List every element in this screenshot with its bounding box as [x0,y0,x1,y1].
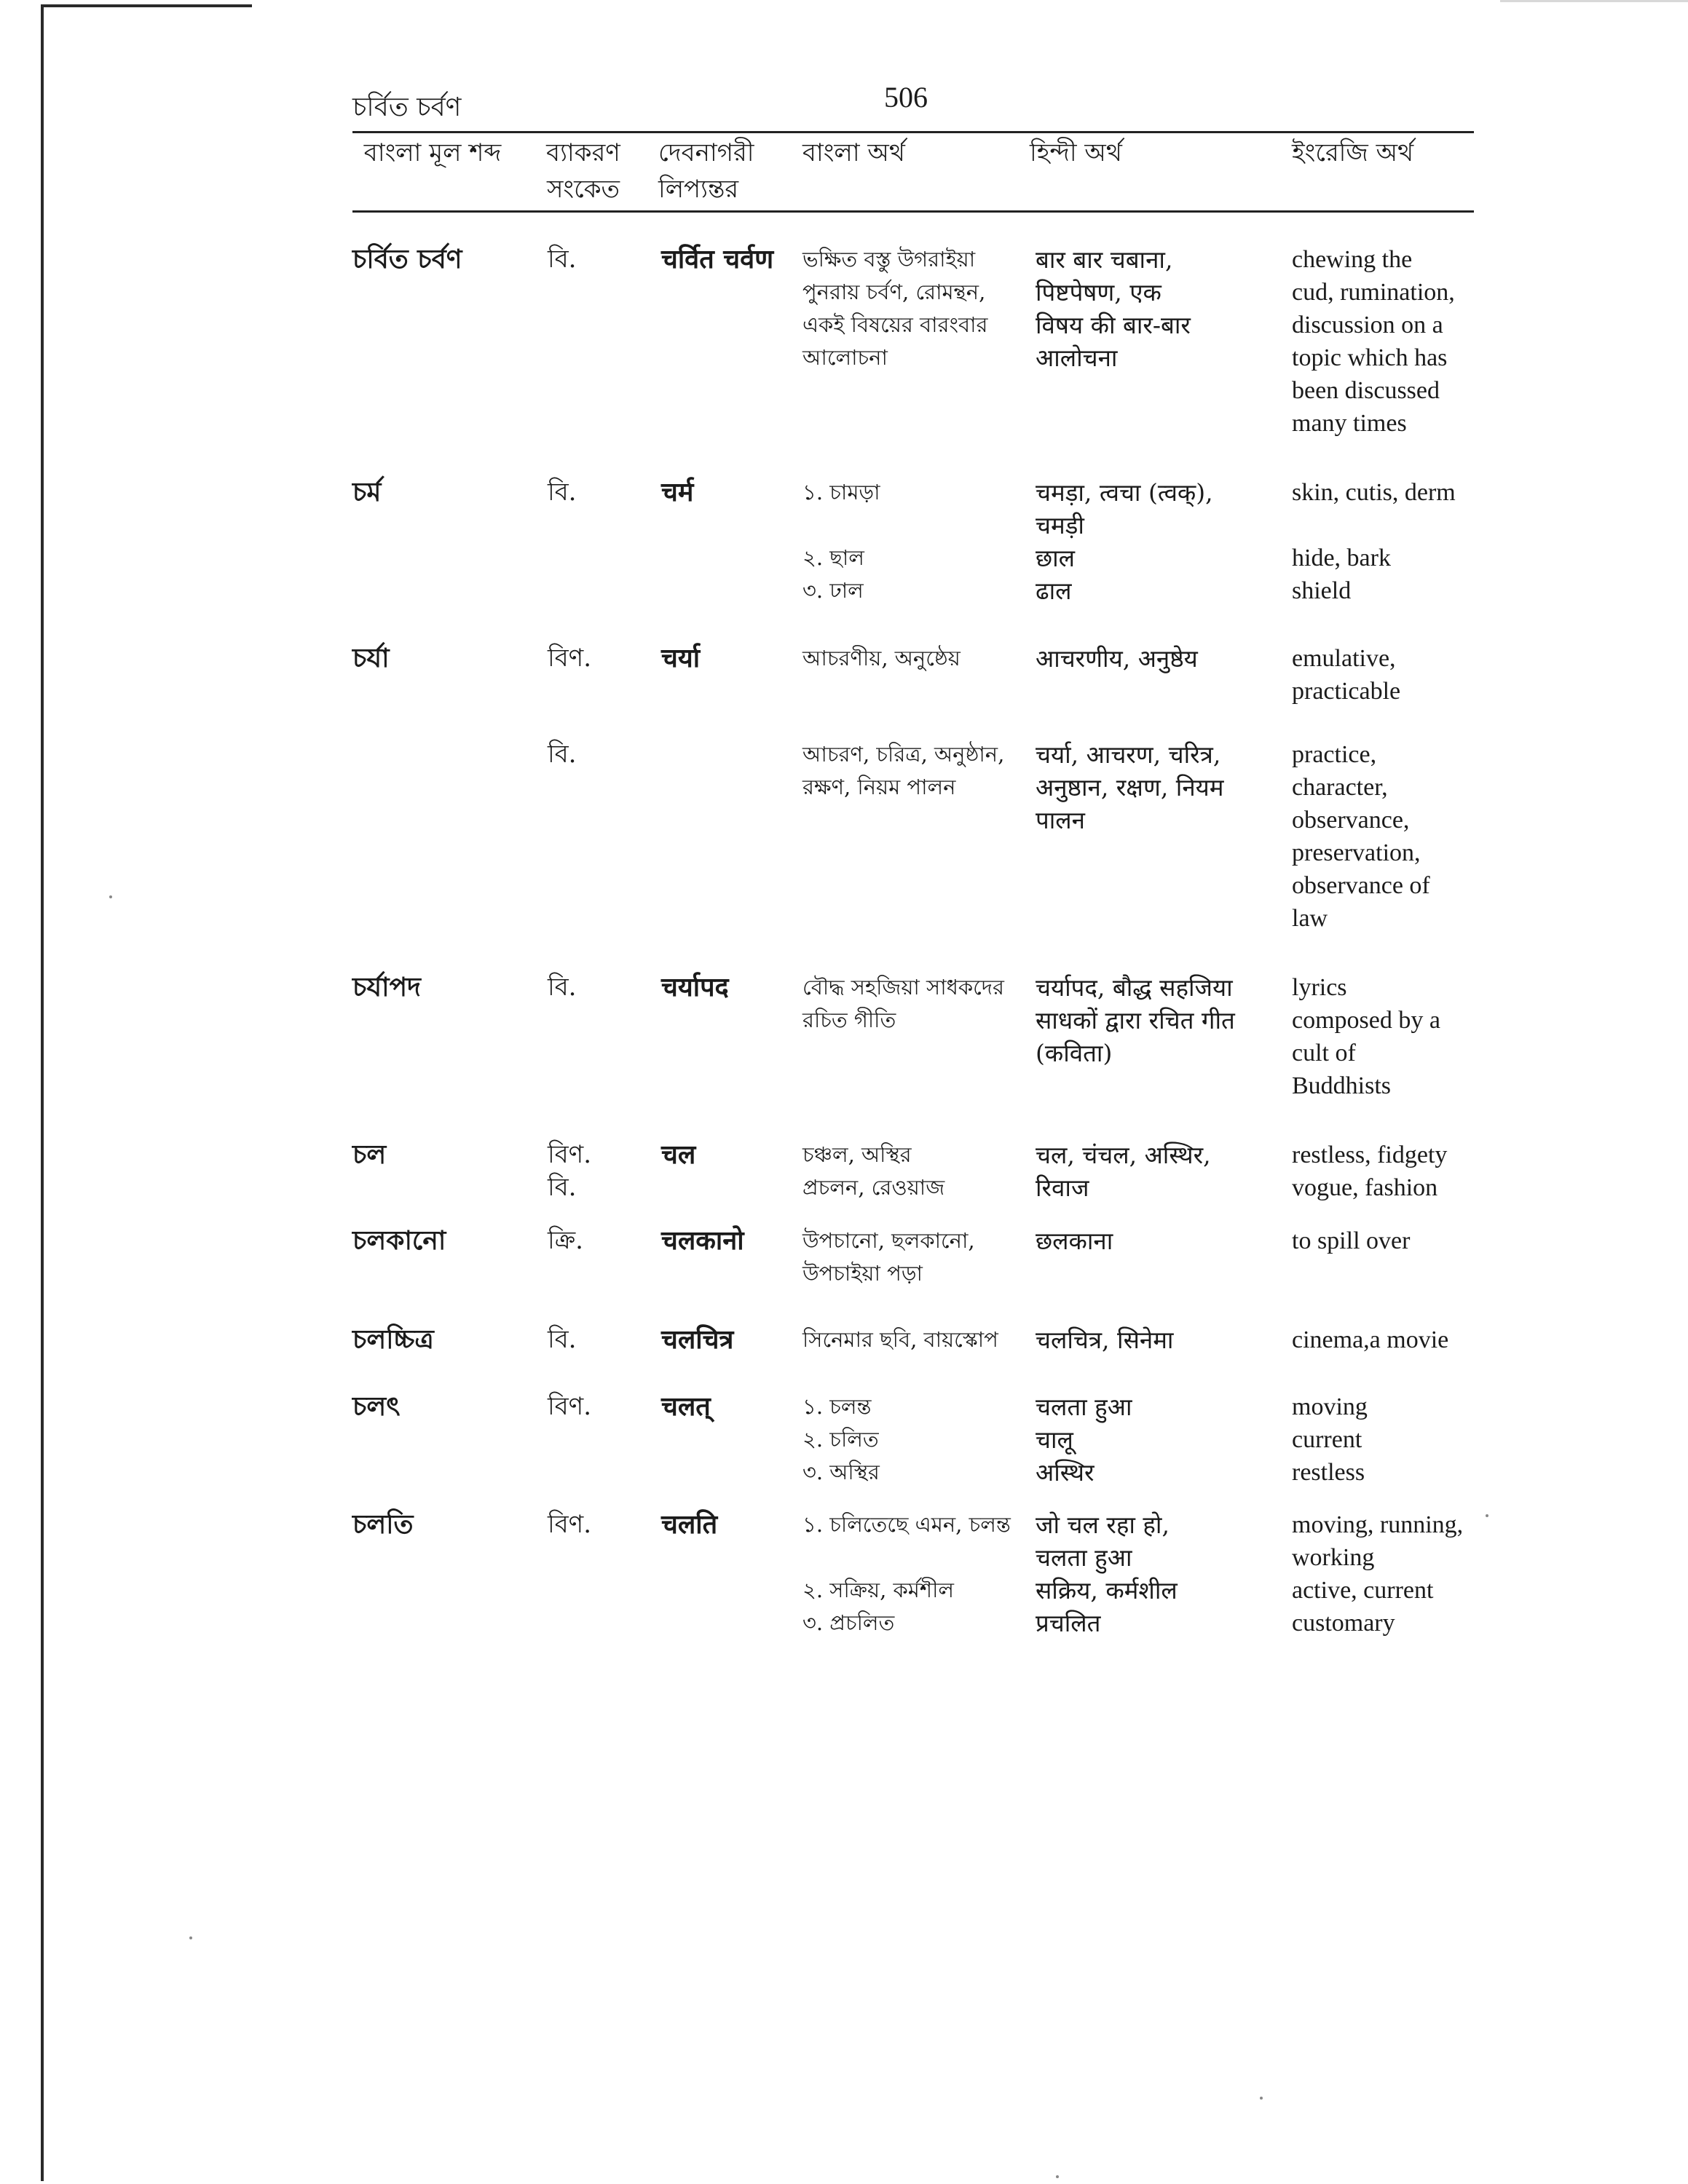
headword-bengali: চর্যাপদ [352,972,421,1002]
hindi-meaning-line: आलोचना [1036,344,1118,372]
bangla-meaning [802,642,1036,675]
grammar-label-line: বি. [548,245,577,274]
column-header: হিন্দী অর্থ [1030,138,1122,167]
bangla-meaning [802,1390,1036,1489]
grammar-label [548,1224,650,1257]
bangla-meaning-line: ভক্ষিত বস্তু উগরাইয়া [802,247,976,272]
bangla-meaning-line: ২. ছাল [802,545,864,570]
dictionary-entry [352,642,1474,715]
headword-devanagari: चलचित्र [661,1324,734,1355]
english-meaning-line: active, current [1292,1577,1434,1604]
hindi-meaning [1036,1139,1305,1204]
headword-bengali: চর্যা [352,643,390,673]
hindi-meaning-line: अस्थिर [1036,1458,1095,1487]
dictionary-entry [352,243,1474,462]
bangla-meaning-line: ৩. প্রচলিত [802,1610,895,1635]
english-meaning [1292,971,1481,1102]
english-meaning-line: practicable [1292,678,1401,705]
english-meaning-line [1292,509,1481,542]
grammar-label [548,476,650,509]
english-meaning [1292,1224,1481,1257]
scan-speck [189,1936,192,1939]
grammar-label [548,243,650,276]
hindi-meaning-line: साधकों द्वारा रचित गीत [1036,1006,1235,1034]
english-meaning-line: skin, cutis, derm [1292,479,1456,506]
bangla-meaning-line: ১. চলন্ত [802,1394,872,1419]
dictionary-entry [352,476,1474,633]
dictionary-entry [352,1224,1474,1305]
bangla-meaning-line: ২. চলিত [802,1427,879,1452]
english-meaning-line: emulative, [1292,645,1396,672]
column-header: বাংলা অর্থ [802,138,905,167]
headword-devanagari: चर्या [661,643,701,673]
scan-speck [1056,2175,1059,2178]
hindi-meaning-line: पिष्टपेषण, एक [1036,278,1162,306]
headword-bengali: চলতি [352,1509,414,1540]
english-meaning-line: composed by a [1292,1007,1440,1034]
english-meaning-line: hide, bark [1292,545,1391,571]
hindi-meaning [1036,243,1305,374]
bangla-meaning-line: ১. চলিতেছে এমন, চলন্ত [802,1512,1011,1537]
grammar-label [548,642,650,675]
scan-border-top [41,4,252,7]
headword-bengali: চর্বিত চর্বণ [352,244,462,274]
bangla-meaning-line: বৌদ্ধ সহজিয়া সাধকদের [802,975,1004,1000]
english-meaning [1292,1390,1481,1489]
scan-speck [109,895,112,898]
grammar-label-line: বিণ. [548,1392,592,1421]
bangla-meaning-line: একই বিষয়ের বারংবার [802,312,988,337]
hindi-meaning-line: विषय की बार-बार [1036,311,1191,339]
english-meaning-line: practice, [1292,741,1377,768]
headword-bengali: চলকানো [352,1225,446,1256]
dictionary-entry [352,1324,1474,1382]
english-meaning-line: topic which has [1292,344,1448,371]
english-meaning-line: cud, rumination, [1292,279,1455,306]
english-meaning-line: chewing the [1292,246,1413,273]
bangla-meaning [802,1508,1036,1639]
bangla-meaning-line: ১. চামড়া [802,480,880,505]
english-meaning-line: observance, [1292,807,1410,834]
bangla-meaning [802,1224,1036,1290]
hindi-meaning-line: सक्रिय, कर्मशील [1036,1576,1178,1605]
bangla-meaning-line: সিনেমার ছবি, বায়স্কোপ [802,1327,998,1352]
headword-devanagari: चलति [661,1509,718,1540]
grammar-label-line: বি. [548,478,577,507]
english-meaning-line: to spill over [1292,1227,1411,1254]
dictionary-entry [352,738,1474,957]
english-meaning-line: restless [1292,1459,1365,1486]
hindi-meaning-line: छाल [1036,544,1076,572]
headword-bengali: চর্ম [352,477,382,507]
bangla-meaning-line: ২. সক্রিয়, কর্মশীল [802,1578,954,1602]
hindi-meaning-line: ढाल [1036,577,1072,605]
hindi-meaning [1036,476,1305,607]
bangla-meaning [802,971,1036,1037]
bangla-meaning [802,1324,1036,1356]
hindi-meaning [1036,1390,1305,1489]
english-meaning-line: shield [1292,577,1352,604]
english-meaning-line: restless, fidgety [1292,1142,1448,1168]
dictionary-entry [352,971,1474,1124]
hindi-meaning-line: चालू [1036,1425,1073,1454]
bangla-meaning-line: ৩. ঢাল [802,578,864,603]
english-meaning-line: cult of [1292,1040,1356,1067]
bangla-meaning-line [802,509,1036,542]
column-header-row [352,133,1474,210]
hindi-meaning-line: जो चल रहा हो, [1036,1511,1170,1539]
bangla-meaning-line [802,1541,1036,1574]
grammar-label-line: বি. [548,1325,577,1354]
english-meaning-line: moving [1292,1393,1368,1420]
dictionary-entry [352,1139,1474,1204]
column-header: দেবনাগরী লিপ্যন্তর [658,138,754,204]
hindi-meaning-line: चर्या, आचरण, चरित्र, [1036,740,1221,769]
grammar-label [548,738,650,771]
headword-bengali: চলচ্চিত্র [352,1324,434,1355]
hindi-meaning [1036,1224,1305,1257]
bangla-meaning-line: রক্ষণ, নিয়ম পালন [802,775,956,799]
english-meaning-line: observance of [1292,872,1430,899]
english-meaning-line: lyrics [1292,974,1347,1001]
hindi-meaning-line: पालन [1036,806,1085,834]
dictionary-page [352,73,1474,1669]
english-meaning [1292,1508,1481,1639]
entries-list [352,213,1474,1669]
english-meaning-line: Buddhists [1292,1072,1392,1099]
scan-speck [1486,1514,1488,1517]
grammar-label [548,1324,650,1356]
english-meaning-line: current [1292,1426,1362,1453]
bangla-meaning [802,738,1036,804]
hindi-meaning-line: चमड़ी [1036,511,1084,539]
column-header: ইংরেজি অর্থ [1292,138,1414,167]
hindi-meaning-line: चलचित्र, सिनेमा [1036,1326,1174,1354]
headword-bengali: চল [352,1139,387,1170]
hindi-meaning-line: आचरणीय, अनुष्ठेय [1036,644,1198,673]
bangla-meaning [802,1139,1036,1204]
hindi-meaning-line: बार बार चबाना, [1036,245,1173,274]
english-meaning-line: vogue, fashion [1292,1174,1438,1201]
bangla-meaning-line: প্রচলন, রেওয়াজ [802,1175,945,1200]
headword-devanagari: चर्वित चर्वण [661,244,774,274]
hindi-meaning-line: अनुष्ठान, रक्षण, नियम [1036,773,1224,802]
english-meaning [1292,243,1481,440]
english-meaning-line: cinema,a movie [1292,1326,1449,1353]
scan-border-left [41,4,44,2181]
bangla-meaning [802,476,1036,607]
scan-speck [1260,2097,1263,2100]
bangla-meaning-line: পুনরায় চর্বণ, রোমন্থন, [802,280,986,304]
page-number: 506 [884,81,928,114]
grammar-label [548,1390,650,1423]
dictionary-entry [352,1508,1474,1639]
grammar-label-line: বিণ. [548,1140,592,1169]
english-meaning-line: customary [1292,1610,1395,1637]
english-meaning [1292,1324,1481,1356]
hindi-meaning-line: चल, चंचल, अस्थिर, [1036,1141,1211,1169]
english-meaning-line: moving, running, [1292,1511,1464,1538]
hindi-meaning [1036,1324,1305,1356]
english-meaning [1292,642,1481,708]
hindi-meaning-line: चलता हुआ [1036,1393,1132,1421]
english-meaning-line: preservation, [1292,839,1421,866]
hindi-meaning-line: चमड़ा, त्वचा (त्वक्), [1036,478,1213,507]
bangla-meaning-line: আলোচনা [802,345,888,370]
english-meaning-line: been discussed [1292,377,1440,404]
headword-devanagari: चर्म [661,477,694,507]
headword-devanagari: चल [661,1139,696,1170]
grammar-label [548,1508,650,1541]
headword-devanagari: चर्यापद [661,972,729,1002]
dictionary-entry [352,1390,1474,1492]
bangla-meaning-line: ৩. অস্থির [802,1460,880,1484]
bangla-meaning-line: চঞ্চল, অস্থির [802,1142,912,1167]
english-meaning-line: discussion on a [1292,312,1443,339]
grammar-label-line: বি. [548,1173,577,1202]
hindi-meaning [1036,971,1305,1069]
hindi-meaning [1036,738,1305,836]
english-meaning-line: character, [1292,774,1388,801]
hindi-meaning-line: चर्यापद, बौद्ध सहजिया [1036,973,1233,1002]
hindi-meaning-line: (कविता) [1036,1039,1113,1067]
english-meaning [1292,1139,1481,1204]
english-meaning [1292,476,1481,607]
english-meaning-line: law [1292,905,1328,932]
hindi-meaning-line: छलकाना [1036,1227,1113,1255]
hindi-meaning [1036,1508,1305,1639]
headword-bengali: চলৎ [352,1391,401,1422]
grammar-label-line: ক্রি. [548,1226,583,1255]
running-head [352,73,1474,131]
bangla-meaning-line: আচরণীয়, অনুষ্ঠেয় [802,646,961,670]
hindi-meaning-line: रिवाज [1036,1174,1089,1202]
column-header: ব্যাকরণ সংকেত [546,138,620,204]
column-header: বাংলা মূল শব্দ [363,138,502,167]
running-head-title: চর্বিত চর্বণ [352,92,462,122]
english-meaning-line: many times [1292,410,1407,437]
bangla-meaning-line: রচিত গীতি [802,1008,896,1032]
hindi-meaning-line: चलता हुआ [1036,1543,1132,1572]
scan-border-top-right [1500,0,1688,2]
bangla-meaning-line: আচরণ, চরিত্র, অনুষ্ঠান, [802,742,1005,767]
grammar-label [548,971,650,1004]
grammar-label-line: বি. [548,740,577,769]
headword-devanagari: चलत् [661,1391,711,1422]
headword-devanagari: चलकानो [661,1225,744,1256]
grammar-label-line: বিণ. [548,644,592,673]
bangla-meaning [802,243,1036,374]
grammar-label-line: বিণ. [548,1510,592,1539]
hindi-meaning [1036,642,1305,675]
english-meaning [1292,738,1481,935]
grammar-label-line: বি. [548,973,577,1002]
english-meaning-line: working [1292,1544,1375,1571]
bangla-meaning-line: উপচাইয়া পড়া [802,1261,923,1286]
hindi-meaning-line: प्रचलित [1036,1609,1101,1637]
grammar-label [548,1139,650,1204]
bangla-meaning-line: উপচানো, ছলকানো, [802,1228,975,1253]
